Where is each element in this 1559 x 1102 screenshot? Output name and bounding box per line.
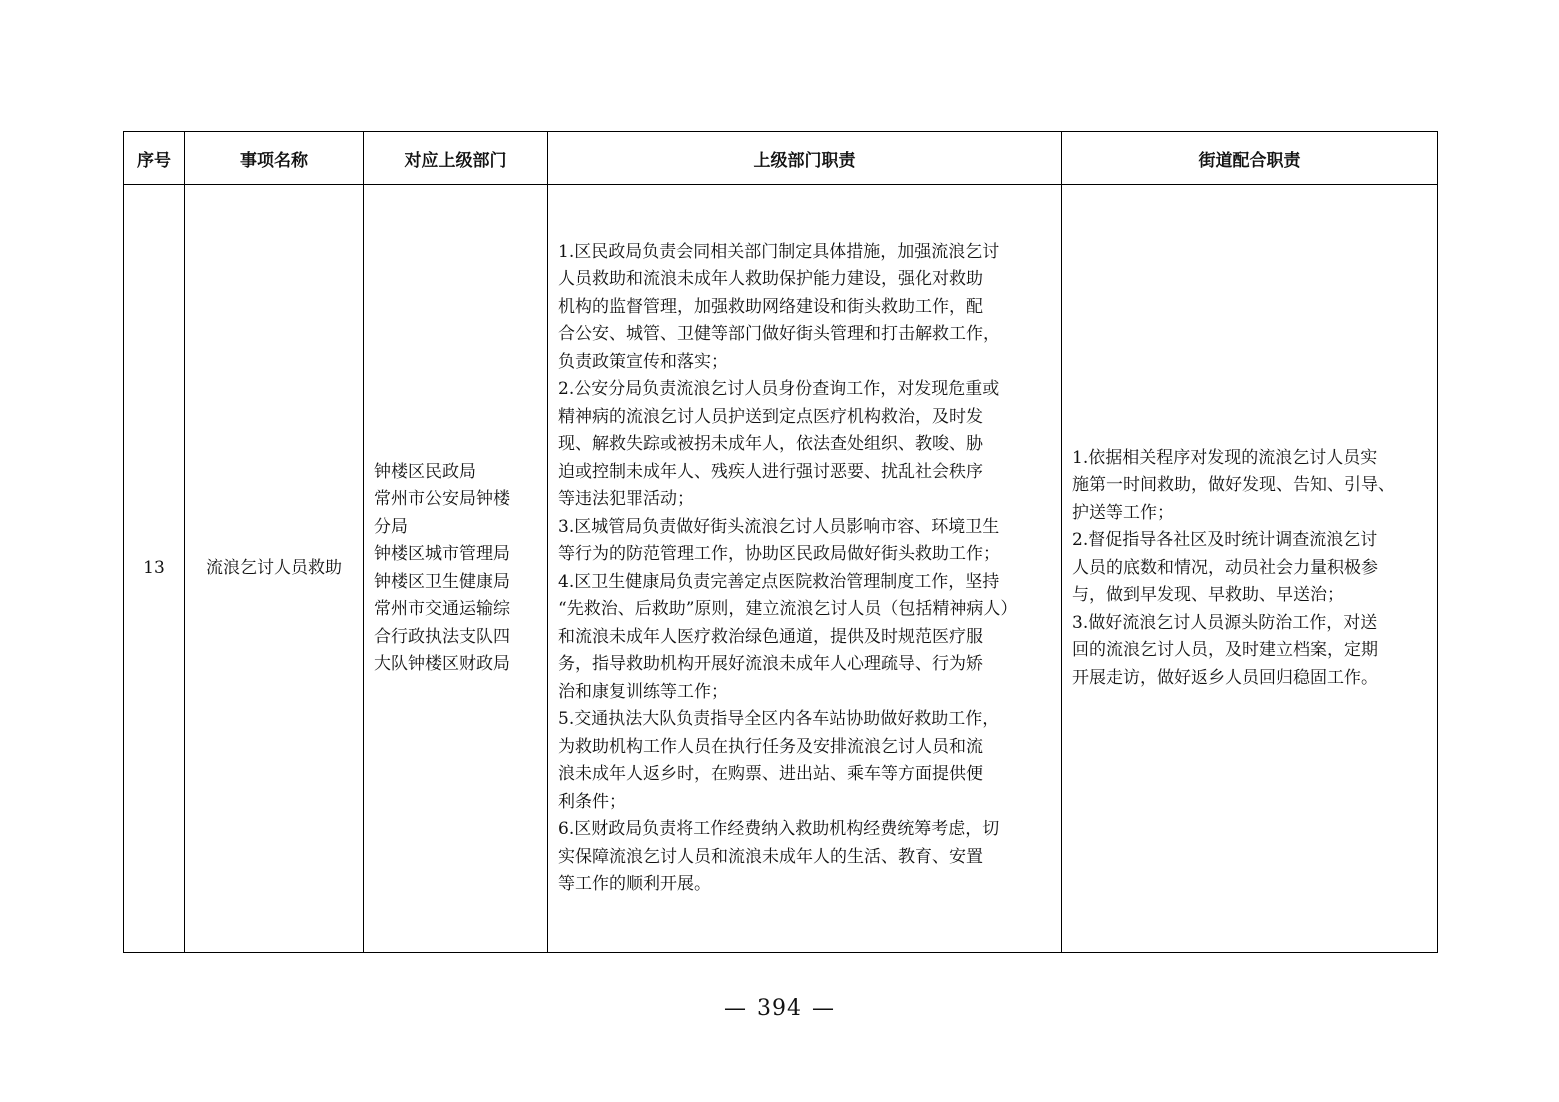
- cell-street-duties: [1062, 185, 1438, 953]
- seq-text: 13: [143, 557, 165, 578]
- header-street-duties: 街道配合职责: [1062, 132, 1438, 185]
- item-name-text: 流浪乞讨人员救助: [206, 557, 342, 578]
- header-row: [124, 132, 1438, 185]
- page-footer: [0, 996, 1559, 1021]
- header-superior-department: 对应上级部门: [364, 132, 548, 185]
- departments-text: 钟楼区民政局 常州市公安局钟楼 分局 钟楼区城市管理局 钟楼区卫生健康局 常州市交通运输综 合行政执法支队四 大队钟楼区财政局: [374, 461, 510, 674]
- page-number: 394: [757, 996, 802, 1021]
- cell-departments: [364, 185, 548, 953]
- header-seq: 序号: [124, 132, 185, 185]
- superior-duties-text: 1.区民政局负责会同相关部门制定具体措施，加强流浪乞讨 人员救助和流浪未成年人救助保护能力建设，强化对救助 机构的监督管理，加强救助网络建设和街头救助工作，配 合公安、城管、卫健等部门做好街头管理和打击解救工作， 负责政策宣传和落实； 2.公安分局负责流浪乞讨人员身份查询工作，对发现危重或 精神病的流浪乞讨人员护送到定点医疗机构救治，及时发 现、解救失踪或被拐未成年人，依法查处组织、教唆、胁 迫或控制未成年人、残疾人进行强讨恶要、扰乱社会秩序 等违法犯罪活动； 3.区城管局负责做好街头流浪乞讨人员影响市容、环境卫生 等行为的防范管理工作，协助区民政局做好街头救助工作； 4.区卫生健康局负责完善定点医院救治管理制度工作，坚持 “先救治、后救助”原则，建立流浪乞讨人员（包括精神病人） 和流浪未成年人医疗救治绿色通道，提供及时规范医疗服 务，指导救助机构开展好流浪未成年人心理疏导、行为矫 治和康复训练等工作； 5.交通执法大队负责指导全区内各车站协助做好救助工作， 为救助机构工作人员在执行任务及安排流浪乞讨人员和流 浪未成年人返乡时，在购票、进出站、乘车等方面提供便 利条件； 6.区财政局负责将工作经费纳入救助机构经费统筹考虑，切 实保障流浪乞讨人员和流浪未成年人的生活、教育、安置 等工作的顺利开展。: [558, 241, 1018, 894]
- header-item-name: 事项名称: [185, 132, 364, 185]
- responsibility-table: [123, 131, 1438, 953]
- table-body: [124, 185, 1438, 953]
- header-superior-duties: 上级部门职责: [548, 132, 1062, 185]
- cell-item-name: [185, 185, 364, 953]
- table-header: [124, 132, 1438, 185]
- cell-superior-duties: [548, 185, 1062, 953]
- footer-dash-left: —: [724, 996, 747, 1021]
- footer-dash-right: —: [812, 996, 835, 1021]
- street-duties-text: 1.依据相关程序对发现的流浪乞讨人员实 施第一时间救助，做好发现、告知、引导、 护送等工作； 2.督促指导各社区及时统计调查流浪乞讨 人员的底数和情况，动员社会力量积极参 与，做到早发现、早救助、早送治； 3.做好流浪乞讨人员源头防治工作，对送 回的流浪乞讨人员，及时建立档案，定期 开展走访，做好返乡人员回归稳固工作。: [1072, 447, 1395, 688]
- table-row: [124, 185, 1438, 953]
- cell-seq: [124, 185, 185, 953]
